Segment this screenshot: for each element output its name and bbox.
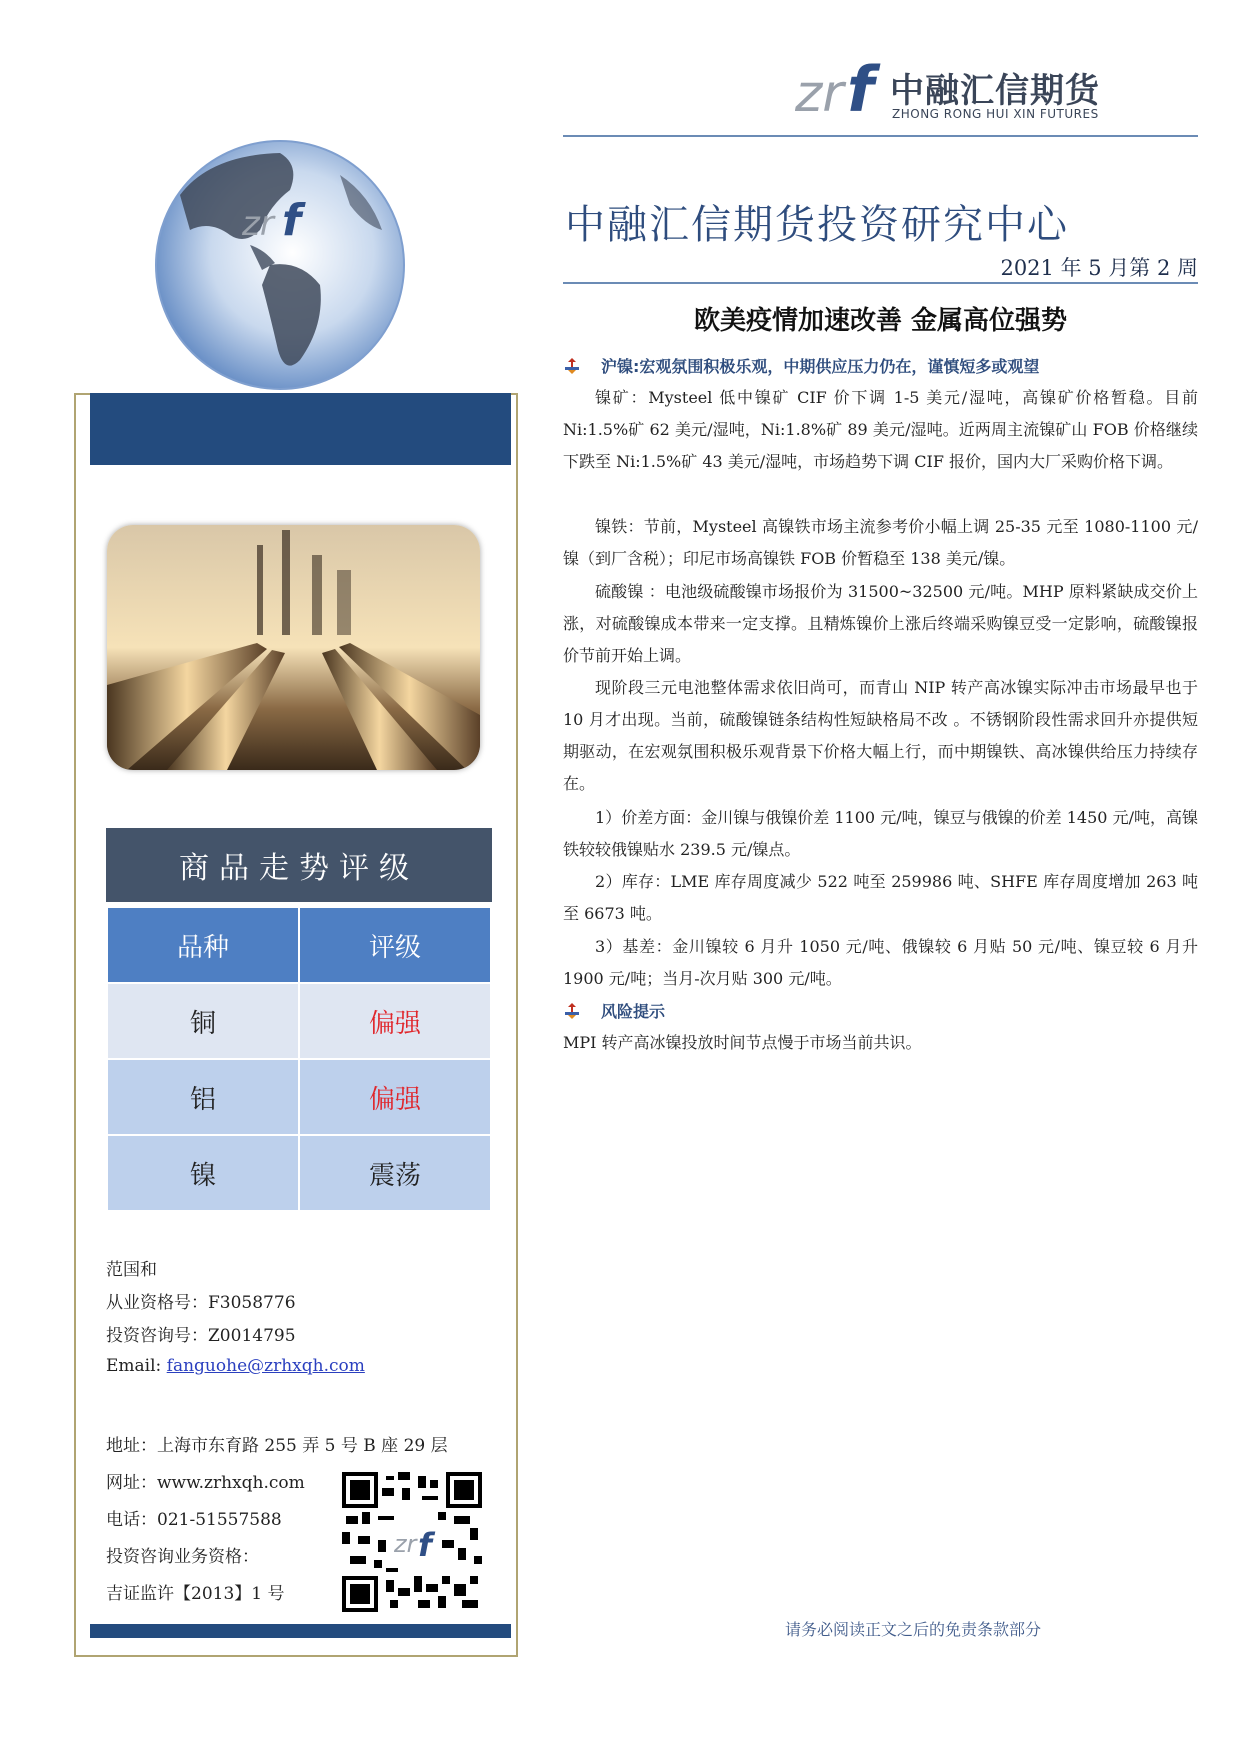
paragraph-nickel-sulfate: 硫酸镍 ：电池级硫酸镍市场报价为 31500~32500 元/吨。MHP 原料紧缺成交价上涨，对硫酸镍成本带来一定支撑。且精炼镍价上涨后终端采购镍豆受一定影响，硫酸镍报价节前开始上调。 xyxy=(563,582,1198,665)
variety-copper: 铜 xyxy=(107,983,299,1059)
logo-chinese-name: 中融汇信期货 xyxy=(890,71,1100,111)
company-address: 地址：上海市东育路 255 弄 5 号 B 座 29 层 xyxy=(106,1436,448,1456)
paragraph-inventory: 2）库存：LME 库存周度减少 522 吨至 259986 吨、SHFE 库存周度增加 263 吨至 6673 吨。 xyxy=(563,872,1198,923)
disclaimer-note: 请务必阅读正文之后的免责条款部分 xyxy=(785,1620,1042,1639)
rating-title: 商品走势评级 xyxy=(106,828,492,902)
section-heading-risk xyxy=(563,999,1198,1022)
zrf-logo-icon xyxy=(795,55,885,125)
svg-text:zr: zr xyxy=(394,1530,417,1558)
grade-aluminum: 偏强 xyxy=(299,1059,491,1135)
paragraph-risk: MPI 转产高冰镍投放时间节点慢于市场当前共识。 xyxy=(563,1033,922,1052)
rating-header-row xyxy=(107,907,491,983)
pipeline-photo xyxy=(107,525,480,770)
paragraph-ore: 镍矿：Mysteel 低中镍矿 CIF 价下调 1-5 美元/湿吨，高镍矿价格暂稳。目前 Ni:1.5%矿 62 美元/湿吨，Ni:1.8%矿 89 美元/湿吨。近两周主流镍矿山 FOB 价格继续下跌至 Ni:1.5%矿 43 美元/湿吨，市场趋势下调 CIF 报价，国内大厂采购价格下调。 xyxy=(563,388,1198,471)
paragraph-spread: 1）价差方面：金川镍与俄镍价差 1100 元/吨，镍豆与俄镍的价差 1450 元/吨，高镍铁较较俄镍贴水 239.5 元/镍点。 xyxy=(563,808,1198,859)
rating-panel xyxy=(106,828,492,1212)
pipeline-illustration xyxy=(107,525,480,770)
report-headline: 欧美疫情加速改善 金属高位强势 xyxy=(693,306,1068,336)
svg-text:zr: zr xyxy=(242,204,274,244)
section-heading-text: 沪镍:宏观氛围积极乐观，中期供应压力仍在，谨慎短多或观望 xyxy=(601,357,1040,376)
down-arrow-bullet-icon xyxy=(563,357,581,375)
header-grade: 评级 xyxy=(299,907,491,983)
variety-nickel: 镍 xyxy=(107,1135,299,1211)
down-arrow-bullet-icon xyxy=(563,1002,581,1020)
company-website: 网址：www.zrhxqh.com xyxy=(106,1473,305,1493)
table-row xyxy=(107,1059,491,1135)
analyst-consult-number: 投资咨询号：Z0014795 xyxy=(106,1326,296,1346)
svg-text:f: f xyxy=(418,1526,432,1564)
svg-text:f: f xyxy=(847,55,874,125)
email-label: Email: xyxy=(106,1356,167,1376)
sidebar-top-bar xyxy=(90,393,511,465)
analyst-name: 范国和 xyxy=(106,1260,157,1280)
qr-code-icon[interactable] xyxy=(342,1472,482,1612)
report-week: 2021 年 5 月第 2 周 xyxy=(1000,256,1198,280)
company-phone: 电话：021-51557588 xyxy=(106,1510,282,1530)
grade-nickel: 震荡 xyxy=(299,1135,491,1211)
section-heading-nickel xyxy=(563,354,1198,377)
table-row xyxy=(107,1135,491,1211)
header-variety: 品种 xyxy=(107,907,299,983)
logo-english-name: ZHONG RONG HUI XIN FUTURES xyxy=(892,107,1099,121)
company-logo xyxy=(795,55,1100,125)
paragraph-outlook: 现阶段三元电池整体需求依旧尚可，而青山 NIP 转产高冰镍实际冲击市场最早也于 10 月才出现。当前，硫酸镍链条结构性短缺格局不改 。不锈钢阶段性需求回升亦提供短期驱动，在宏观氛围积极乐观背景下价格大幅上行，而中期镍铁、高冰镍供给压力持续存在。 xyxy=(563,678,1198,793)
header-divider xyxy=(563,135,1198,137)
paragraph-basis: 3）基差：金川镍较 6 月升 1050 元/吨、俄镍较 6 月贴 50 元/吨、镍豆较 6 月升 1900 元/吨；当月-次月贴 300 元/吨。 xyxy=(563,937,1198,988)
paragraph-nickel-iron: 镍铁：节前，Mysteel 高镍铁市场主流参考价小幅上调 25-35 元至 1080-1100 元/镍（到厂含税）；印尼市场高镍铁 FOB 价暂稳至 138 美元/镍。 xyxy=(563,517,1198,568)
email-link[interactable]: fanguohe@zrhxqh.com xyxy=(166,1356,365,1376)
company-license: 吉证监许【2013】1 号 xyxy=(106,1584,285,1604)
svg-text:f: f xyxy=(282,195,302,246)
research-center-title: 中融汇信期货投资研究中心 xyxy=(565,202,1069,248)
analyst-email xyxy=(106,1356,365,1376)
sidebar-bottom-bar xyxy=(90,1624,511,1638)
title-divider xyxy=(563,282,1198,284)
company-license-label: 投资咨询业务资格： xyxy=(106,1547,259,1567)
section-heading-text: 风险提示 xyxy=(601,1002,666,1021)
rating-table xyxy=(106,906,492,1212)
globe-illustration xyxy=(150,135,410,395)
table-row xyxy=(107,983,491,1059)
variety-aluminum: 铝 xyxy=(107,1059,299,1135)
svg-text:zr: zr xyxy=(795,64,844,124)
analyst-qualification: 从业资格号：F3058776 xyxy=(106,1293,296,1313)
grade-copper: 偏强 xyxy=(299,983,491,1059)
